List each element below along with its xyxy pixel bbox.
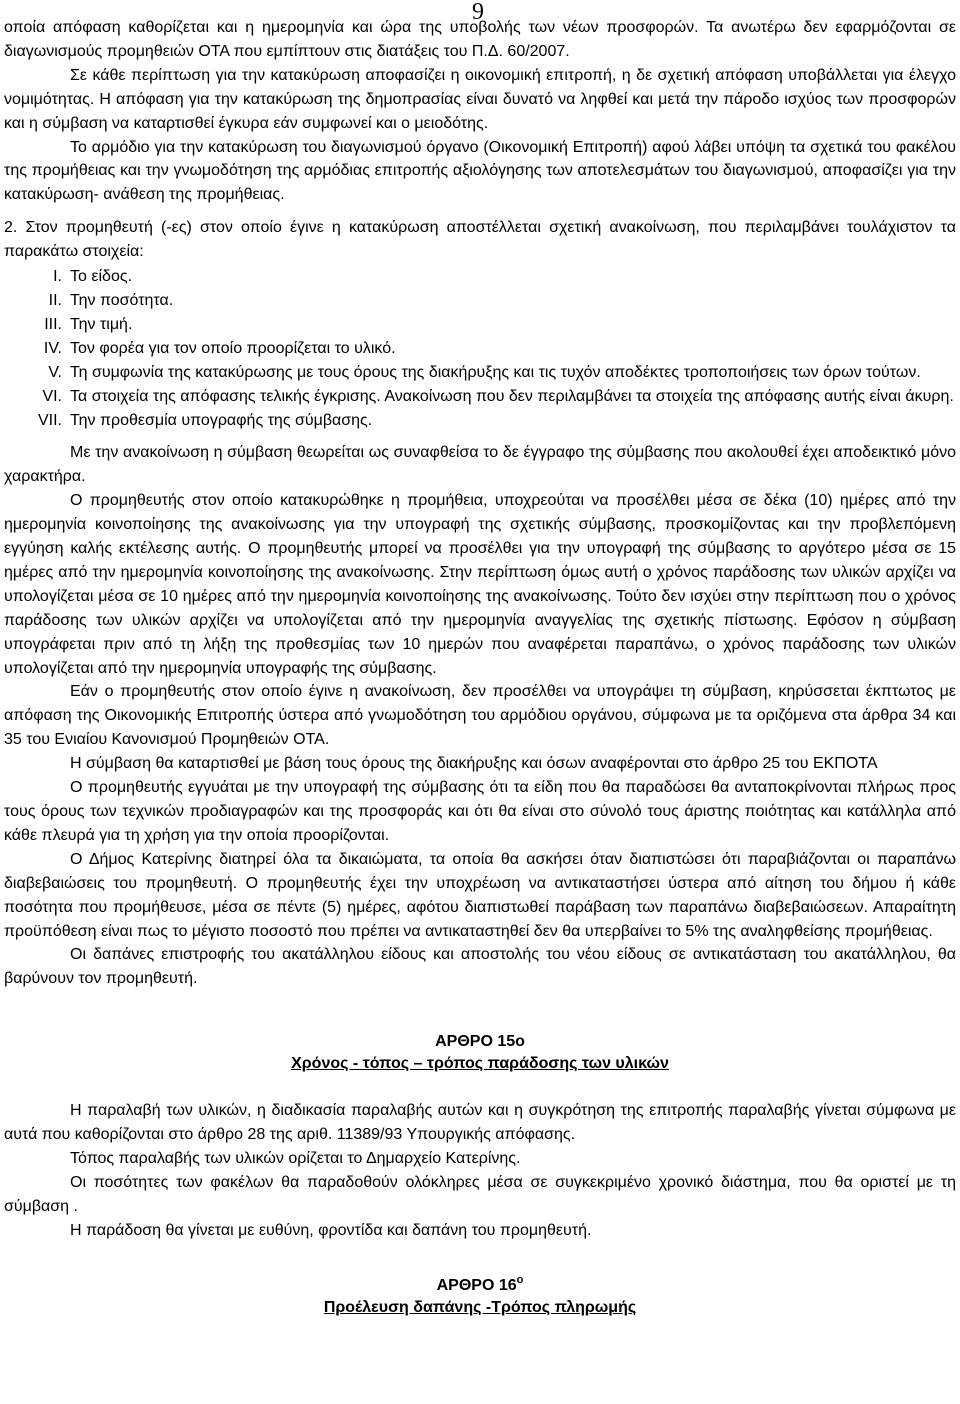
section-2-intro: 2. Στον προμηθευτή (-ες) στον οποίο έγινε η κατακύρωση αποστέλλεται σχετική ανακοίνωση, που περιλαμβάνει τουλάχιστον τα παρακάτω στοιχεία: bbox=[4, 219, 956, 261]
page-content bbox=[4, 16, 956, 1319]
list-item-number: I. bbox=[53, 268, 62, 286]
paragraph: Ο Δήμος Κατερίνης διατηρεί όλα τα δικαιώματα, τα οποία θα ασκήσει όταν διαπιστώσει ότι παραβιάζονται οι παραπάνω διαβεβαιώσεις του προμηθευτή. Ο προμηθευτής έχει την υποχρέωση να αντικαταστήσει ύστερα από αίτηση του δήμου ή κάθε ποσότητα που προμήθευσε, μέσα σε πέντε (5) ημέρες, αφότου διαπιστωθεί παράβαση των παραπάνω διαβεβαιώσεων. Απαραίτητη προϋπόθεση είναι πως το μέγιστο ποσοστό που πρέπει να αντικαταστηθεί δεν θα υπερβαίνει το 5% της αναληφθείσης προμήθειας. bbox=[4, 850, 956, 940]
paragraph: Η παραλαβή των υλικών, η διαδικασία παραλαβής αυτών και η συγκρότηση της επιτροπής παραλαβής γίνεται σύμφωνα με αυτά που καθορίζονται στο άρθρο 28 της αριθ. 11389/93 Υπουργικής απόφασης. bbox=[4, 1102, 956, 1144]
list-item-text: Τη συμφωνία της κατακύρωσης με τους όρους της διακήρυξης και τις τυχόν αποδέκτες τροποποιήσεις των όρων τούτων. bbox=[70, 363, 921, 381]
notice-items-list bbox=[4, 265, 956, 432]
article-15-subtitle: Χρόνος - τόπος – τρόπος παράδοσης των υλικών bbox=[291, 1055, 669, 1073]
article-16-title-text: ΑΡΘΡΟ 16 bbox=[436, 1276, 517, 1294]
article-16-title-sup: ο bbox=[516, 1273, 524, 1286]
list-item-text: Την ποσότητα. bbox=[70, 291, 174, 309]
paragraph: Ο προμηθευτής στον οποίο κατακυρώθηκε η προμήθεια, υποχρεούται να προσέλθει μέσα σε δέκα (10) ημέρες από την ημερομηνία κοινοποίησης της ανακοίνωσης για την υπογραφή της σχετικής σύμβασης, προσκομίζοντας και την προβλεπόμενη εγγύηση καλής εκτέλεσης αυτής. Ο προμηθευτής μπορεί να προσέλθει για την υπογραφή της σύμβασης το αργότερο μέσα σε 15 ημέρες από την ημερομηνία κοινοποίησης της ανακοίνωσης. Στην περίπτωση όμως αυτή ο χρόνος παράδοσης των υλικών αρχίζει να υπολογίζεται μέσα σε 10 ημέρες από την ημερομηνία κοινοποίησης της ανακοίνωσης. Τούτο δεν ισχύει στην περίπτωση που ο χρόνος παράδοσης των υλικών αρχίζει να υπολογίζεται από την ημερομηνία αναγγελίας της σχετικής πίστωσης. Εφόσον η σύμβαση υπογράφεται πριν από τη λήξη της προθεσμίας των 10 ημερών που αναφέρεται παραπάνω, ο χρόνος παράδοσης των υλικών υπολογίζεται από την ημερομηνία υπογραφής της σύμβασης. bbox=[4, 492, 956, 677]
article-16-title bbox=[4, 1275, 956, 1297]
article-16-subtitle: Προέλευση δαπάνης -Τρόπος πληρωμής bbox=[323, 1298, 637, 1316]
paragraph: Σε κάθε περίπτωση για την κατακύρωση αποφασίζει η οικονομική επιτροπή, η δε σχετική απόφαση υποβάλλεται για έλεγχο νομιμότητας. Η απόφαση για την κατακύρωση της δημοπρασίας είναι δυνατό να ληφθεί και μετά την πάροδο ισχύος των προσφορών και η σύμβαση να καταρτισθεί έγκυρα εάν συμφωνεί και ο μειοδότης. bbox=[4, 66, 956, 132]
list-item-number: V. bbox=[48, 363, 62, 381]
paragraph: Η παράδοση θα γίνεται με ευθύνη, φροντίδα και δαπάνη του προμηθευτή. bbox=[70, 1221, 592, 1239]
list-item-number: III. bbox=[44, 315, 62, 333]
list-item bbox=[4, 265, 956, 289]
list-item-number: IV. bbox=[43, 339, 62, 357]
list-item-number: II. bbox=[48, 291, 62, 309]
paragraph: Τόπος παραλαβής των υλικών ορίζεται το Δημαρχείο Κατερίνης. bbox=[70, 1150, 521, 1168]
list-item bbox=[4, 337, 956, 361]
list-item-text: Την τιμή. bbox=[70, 315, 133, 333]
article-15-title: ΑΡΘΡΟ 15ο bbox=[435, 1033, 525, 1051]
list-item-number: VII. bbox=[37, 411, 62, 429]
page-number: 9 bbox=[472, 0, 484, 25]
paragraph: Με την ανακοίνωση η σύμβαση θεωρείται ως συναφθείσα το δε έγγραφο της σύμβασης που ακολουθεί έχει αποδεικτικό μόνο χαρακτήρα. bbox=[4, 444, 956, 486]
paragraph: Οι ποσότητες των φακέλων θα παραδοθούν ολόκληρες μέσα σε συγκεκριμένο χρονικό διάστημα, που θα οριστεί με τη σύμβαση . bbox=[4, 1173, 956, 1215]
paragraph: Η σύμβαση θα καταρτισθεί με βάση τους όρους της διακήρυξης και όσων αναφέρονται στο άρθρο 25 του ΕΚΠΟΤΑ bbox=[70, 755, 878, 773]
paragraph: Το αρμόδιο για την κατακύρωση του διαγωνισμού όργανο (Οικονομική Επιτροπή) αφού λάβει υπόψη τα σχετικά του φακέλου της προμήθειας και την γνωμοδότηση της αρμόδιας επιτροπής αξιολόγησης των αποτελεσμάτων του διαγωνισμού, αποφασίζει για την κατακύρωση- ανάθεση της προμήθειας. bbox=[4, 138, 956, 204]
list-item-text: Τα στοιχεία της απόφασης τελικής έγκρισης. Ανακοίνωση που δεν περιλαμβάνει τα στοιχεία της απόφασης αυτής είναι άκυρη. bbox=[70, 387, 954, 405]
paragraph: οποία απόφαση καθορίζεται και η ημερομηνία και ώρα της υποβολής των νέων προσφορών. Τα ανωτέρω δεν εφαρμόζονται σε διαγωνισμούς προμηθειών ΟΤΑ που εμπίπτουν στις διατάξεις του Π.Δ. 60/2007. bbox=[4, 19, 956, 60]
list-item-text: Την προθεσμία υπογραφής της σύμβασης. bbox=[70, 411, 373, 429]
list-item-text: Τον φορέα για τον οποίο προορίζεται το υλικό. bbox=[70, 339, 396, 357]
paragraph: Οι δαπάνες επιστροφής του ακατάλληλου είδους και αποστολής του νέου είδους σε αντικατάσταση του ακατάλληλου, θα βαρύνουν τον προμηθευτή. bbox=[4, 946, 956, 988]
list-item bbox=[4, 409, 956, 433]
list-item bbox=[4, 361, 956, 385]
list-item bbox=[4, 385, 956, 409]
list-item-text: Το είδος. bbox=[70, 268, 133, 286]
list-item bbox=[4, 313, 956, 337]
paragraph: Ο προμηθευτής εγγυάται με την υπογραφή της σύμβασης ότι τα είδη που θα παραδώσει θα ανταποκρίνονται πλήρως προς τους όρους των τεχνικών προδιαγραφών και της προσφοράς και ότι θα είναι στο σύνολό τους άριστης ποιότητας και κατάλληλα από κάθε πλευρά για τη χρήση για την οποία προορίζονται. bbox=[4, 779, 956, 844]
list-item-number: VI. bbox=[42, 387, 62, 405]
paragraph: Εάν ο προμηθευτής στον οποίο έγινε η ανακοίνωση, δεν προσέλθει να υπογράψει τη σύμβαση, κηρύσσεται έκπτωτος με απόφαση της Οικονομικής Επιτροπής ύστερα από γνωμοδότηση του αρμόδιου οργάνου, σύμφωνα με τα οριζόμενα στα άρθρα 34 και 35 του Ενιαίου Κανονισμού Προμηθειών ΟΤΑ. bbox=[4, 683, 956, 749]
list-item bbox=[4, 289, 956, 313]
